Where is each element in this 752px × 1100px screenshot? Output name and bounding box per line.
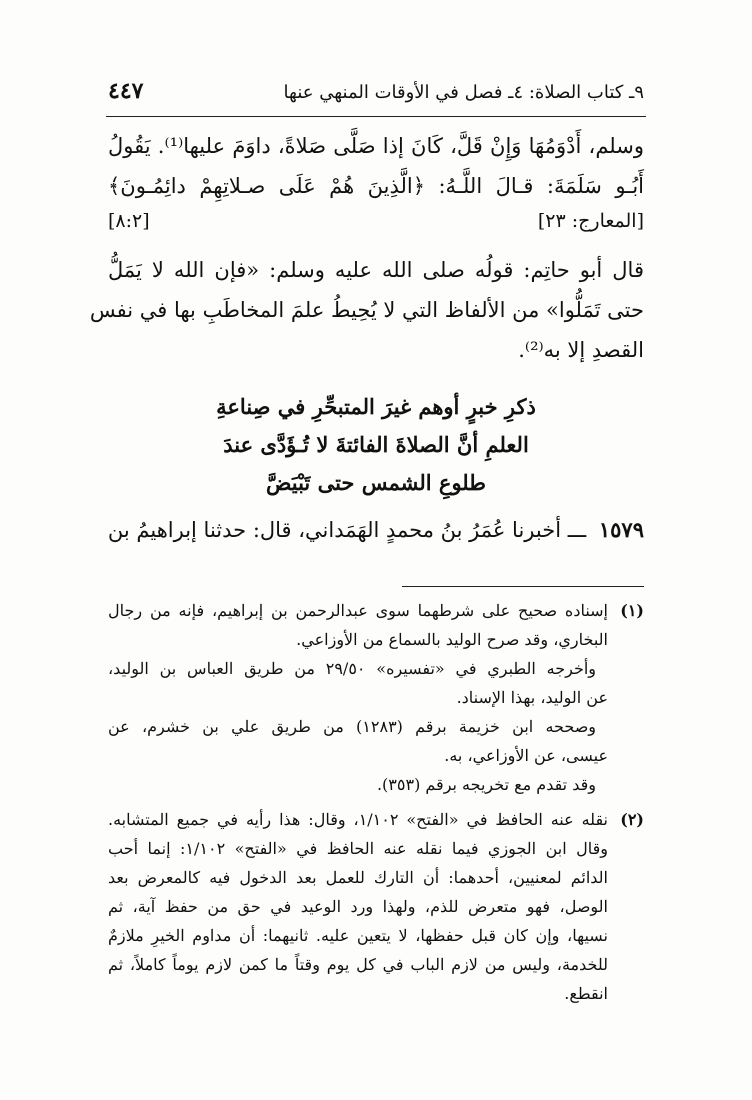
hadith-line	[108, 510, 644, 550]
heading-line: ذكرِ خبرٍ أوهم غيرَ المتبحِّرِ في صِناعةِ	[216, 394, 536, 419]
footnote-line: انقطع.	[564, 984, 608, 1003]
text-line: حتى تَمَلُّوا» من الألفاظ التي لا يُحِيطُ علمَ المخاطَبِ بها في نفس	[89, 298, 644, 322]
footnote-body	[108, 805, 608, 1008]
footnote-line: وصححه ابن خزيمة برقم (١٢٨٣) من طريق علي بن خشرم، عن	[108, 717, 597, 736]
footnote-line: عن الوليد، بهذا الإسناد.	[456, 688, 608, 707]
footnote	[108, 596, 644, 799]
footnote	[108, 805, 644, 1008]
text-line: وسلم، أَدْوَمُهَا وَإِنْ قَلَّ، كَانَ إذا صَلَّى صَلاةً، داوَمَ عليها⁽¹⁾. يَقُولُ	[108, 134, 644, 158]
page-number: ٤٤٧	[108, 78, 144, 104]
text-line: أَبُـو سَلَمَةَ: قـالَ اللَّـهُ: ﴿الَّذِينَ هُمْ عَلَى صـلاتِهِمْ دائِمُـونَ﴾	[108, 174, 644, 198]
footnote-separator	[402, 586, 644, 587]
running-header	[108, 78, 644, 104]
footnote-line: عيسى، عن الأوزاعي، به.	[444, 746, 608, 765]
footnote-line: وقال ابن الجوزي فيما نقله عنه الحافظ في «الفتح» ١/١٠٢: إنما أحب	[108, 839, 608, 858]
footnote-line: للخدمة، وليس من لازم الباب في كل يوم وقتاً ما كمن لازم يوماً كاملاً، ثم	[108, 955, 609, 974]
footnote-mark: (١)	[620, 601, 644, 620]
hadith-number: ١٥٧٩	[598, 517, 644, 542]
reference-row	[108, 204, 644, 238]
footnote-line: الدائم لمعنيين، أحدهما: أن التارك للعمل بعد الدخول فيه كالمعرض بعد	[108, 868, 608, 887]
commentary-paragraph	[89, 250, 644, 370]
footnote-line: نقله عنه الحافظ في «الفتح» ١/١٠٢، وقال: هذا رأيه في جميع المتشابه.	[108, 810, 609, 829]
text-line: قال أبو حاتِم: قولُه صلى الله عليه وسلم: «فإن الله لا يَمَلُّ	[108, 258, 644, 282]
footnote-line: البخاري، وقد صرح الوليد بالسماع من الأوزاعي.	[296, 630, 608, 649]
footnote-body	[108, 596, 608, 799]
header-title: ٩ـ كتاب الصلاة: ٤ـ فصل في الأوقات المنهي عنها	[283, 82, 644, 103]
main-text	[89, 126, 644, 550]
text-line: القصدِ إلا به⁽²⁾.	[518, 338, 644, 362]
footnote-line: وقد تقدم مع تخريجه برقم (٣٥٣).	[376, 775, 596, 794]
footnote-line: نسيها، وإن كان قبل حفظها، لا يتعين عليه. ثانيهما: أن مداوم الخيرِ ملازمٌ	[108, 926, 608, 945]
reference-code: [٨:٢]	[108, 210, 150, 232]
heading-line: العلمِ أنَّ الصلاةَ الفائتةَ لا تُـؤَدَّى عندَ	[223, 432, 529, 457]
section-heading	[108, 388, 644, 502]
hadith-text: ـــ أخبرنا عُمَرُ بنُ محمدٍ الهَمَداني، قال: حدثنا إبراهيمُ بن	[107, 518, 587, 542]
quran-reference: [المعارج: ٢٣]	[537, 210, 644, 232]
footnote-line: الوصل، فهو متعرض للذم، ولهذا ورد الوعيد في حق من حفظ آية، ثم	[108, 897, 608, 916]
header-rule	[106, 116, 646, 117]
heading-line: طلوعِ الشمس حتى تَبْيَضَّ	[266, 470, 486, 495]
footnote-mark: (٢)	[620, 810, 644, 829]
footnotes	[108, 596, 644, 1008]
footnote-line: إسناده صحيح على شرطهما سوى عبدالرحمن بن إبراهيم، فإنه من رجال	[108, 601, 608, 620]
footnote-line: وأخرجه الطبري في «تفسيره» ٢٩/٥٠ من طريق العباس بن الوليد،	[108, 659, 596, 678]
